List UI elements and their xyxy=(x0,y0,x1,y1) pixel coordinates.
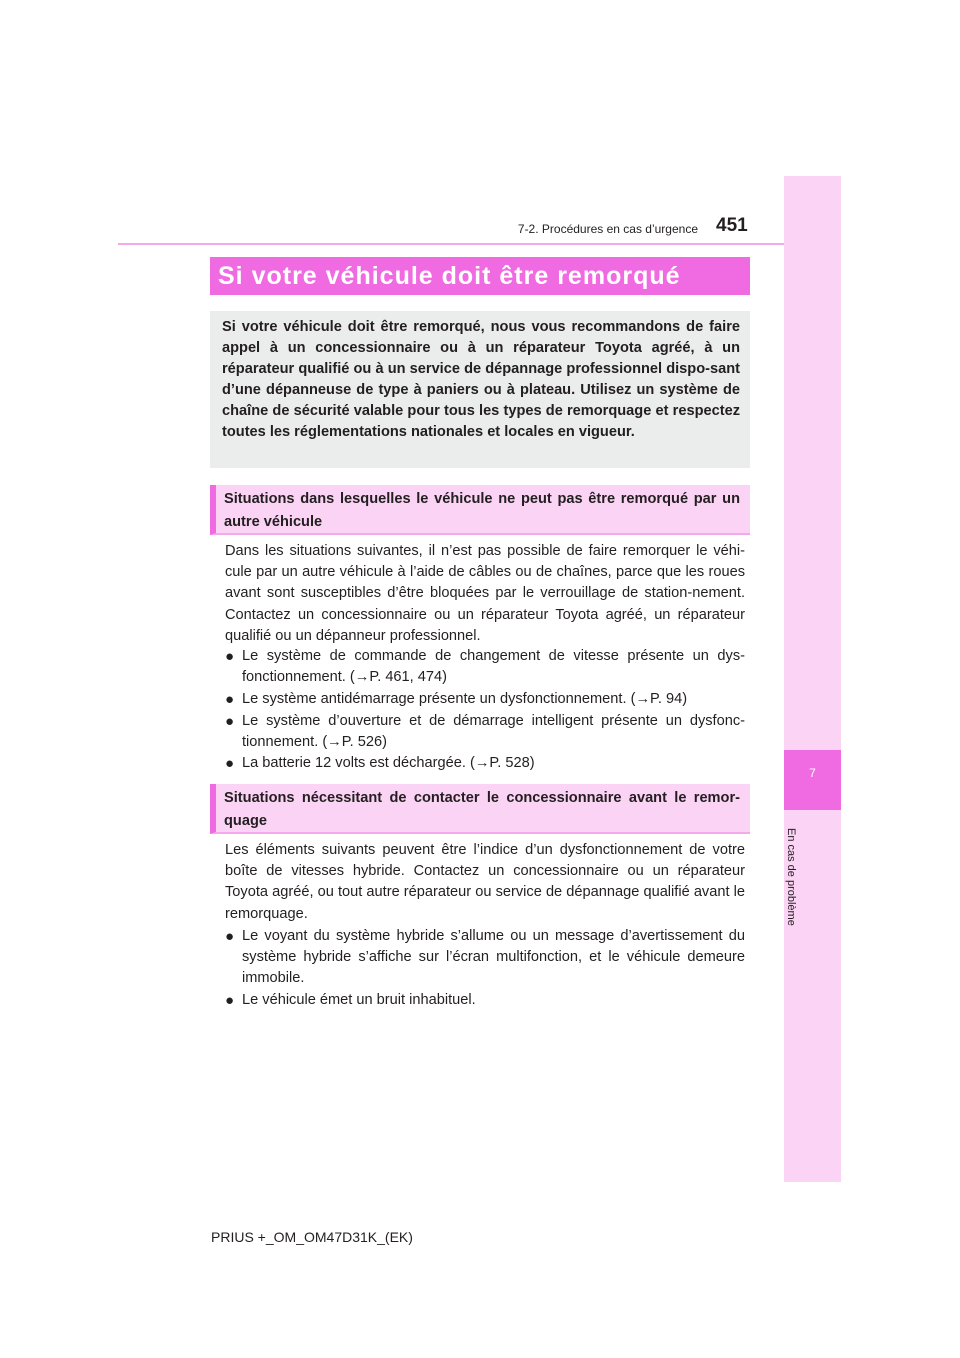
footer-doc-code: PRIUS +_OM_OM47D31K_(EK) xyxy=(211,1229,413,1245)
page-number: 451 xyxy=(716,215,748,236)
list-item-text: Le voyant du système hybride s’allume ou un message d’avertissement du système hybride s’affiche sur l’écran multifonction, et le véhicule demeure immobile. xyxy=(242,928,745,987)
list-item xyxy=(225,926,745,990)
section-heading-2 xyxy=(210,784,750,834)
list-item xyxy=(225,646,745,688)
chapter-tab[interactable] xyxy=(784,750,841,810)
section-paragraph-1: Dans les situations suivantes, il n’est pas possible de faire remorquer le véhi-cule par un autre véhicule à l’aide de câbles ou de chaînes, parce que les roues avant sont susceptibles d’être bloquées par le verrouillage de station-nement. Contactez un concessionnaire ou un réparateur Toyota agréé, un réparateur qualifié ou un dépanneur professionnel. xyxy=(225,543,745,644)
side-tab-upper xyxy=(784,176,841,750)
section-paragraph-2: Les éléments suivants peuvent être l’indice d’un dysfonctionnement de votre boîte de vitesses hybride. Contactez un concessionnaire ou un réparateur Toyota agréé, ou tout autre réparateur ou service de dépannage qualifié avant le remorquage. xyxy=(225,842,745,922)
section-heading-text: Situations nécessitant de contacter le concessionnaire avant le remor-quage xyxy=(224,790,740,829)
list-item xyxy=(225,990,745,1011)
list-item-text: La batterie 12 volts est déchargée. (→P. 528) xyxy=(242,755,535,771)
section-heading-1 xyxy=(210,485,750,535)
list-item-text: Le système d’ouverture et de démarrage intelligent présente un dysfonc-tionnement. (→P. 526) xyxy=(242,713,745,751)
list-item xyxy=(225,753,745,774)
list-item xyxy=(225,689,745,710)
list-item-text: Le système antidémarrage présente un dysfonctionnement. (→P. 94) xyxy=(242,691,688,707)
bullet-icon: ● xyxy=(225,755,235,772)
list-item-text: Le véhicule émet un bruit inhabituel. xyxy=(242,992,476,1008)
bullet-icon: ● xyxy=(225,691,235,708)
chapter-number: 7 xyxy=(809,766,816,780)
section-header: 7-2. Procédures en cas d’urgence xyxy=(517,222,698,236)
list-item xyxy=(225,711,745,753)
chapter-title: En cas de problème xyxy=(785,828,797,926)
bullet-icon: ● xyxy=(225,713,235,730)
header-divider xyxy=(118,243,784,245)
list-item-text: Le système de commande de changement de vitesse présente un dys-fonctionnement. (→P. 461, 474) xyxy=(242,648,745,686)
page-title: Si votre véhicule doit être remorqué xyxy=(218,262,681,290)
bullet-icon: ● xyxy=(225,648,235,665)
page-title-bar xyxy=(210,257,750,295)
intro-text: Si votre véhicule doit être remorqué, nous vous recommandons de faire appel à un concessionnaire ou à un réparateur Toyota agréé, à un réparateur qualifié ou à un service de dépannage professionnel dispo-sant d’une dépanneuse de type à paniers ou à plateau. Utilisez un système de chaîne de sécurité valable pour tous les types de remorquage et respectez toutes les réglementations nationales et locales en vigueur. xyxy=(222,319,740,440)
intro-box xyxy=(210,311,750,468)
section-heading-text: Situations dans lesquelles le véhicule ne peut pas être remorqué par un autre véhicule xyxy=(224,491,740,530)
bullet-icon: ● xyxy=(225,992,235,1009)
bullet-icon: ● xyxy=(225,928,235,945)
